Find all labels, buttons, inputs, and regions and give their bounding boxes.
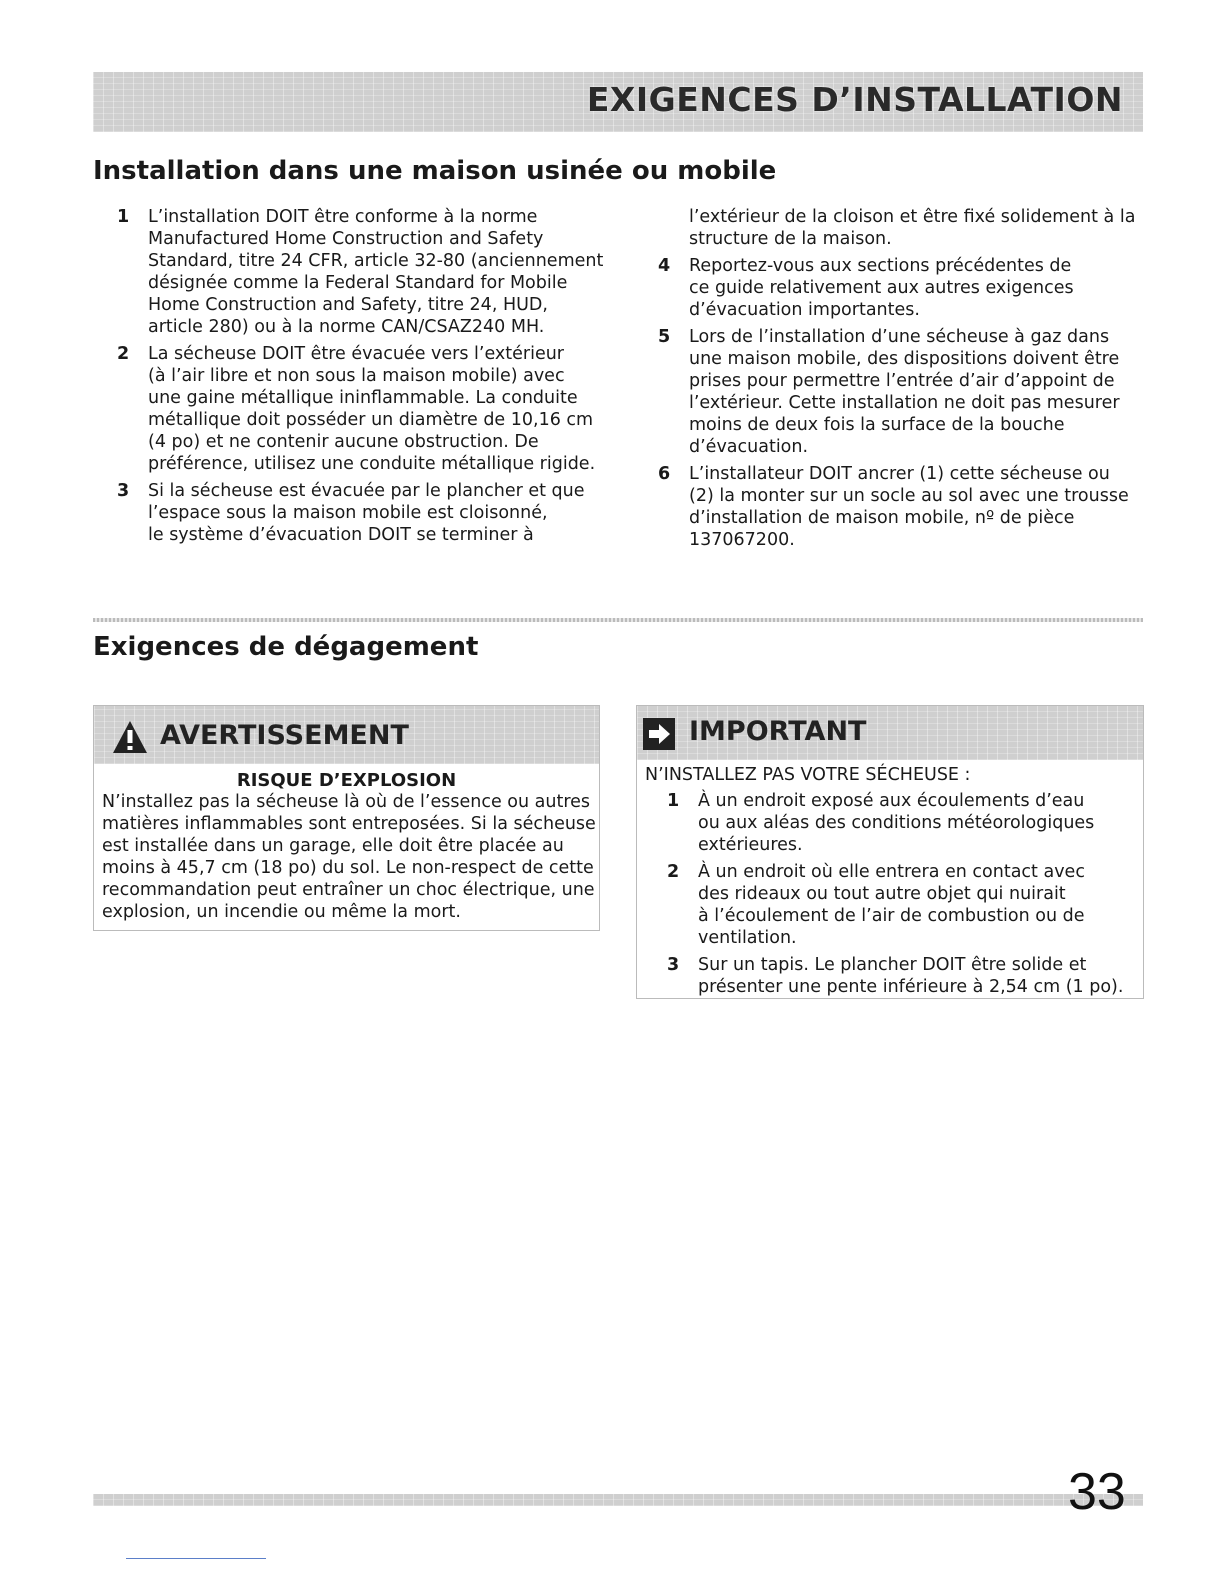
important-header <box>637 706 1143 760</box>
list-item <box>667 790 1143 856</box>
right-column <box>658 206 1158 556</box>
left-column <box>117 206 617 551</box>
item-text: l’extérieur de la cloison et être fixé solidement à la structure de la maison. <box>689 207 1136 249</box>
warning-text: N’installez pas la sécheuse là où de l’essence ou autres matières inflammables sont entreposées. Si la sécheuse est installée dans un garage, elle doit être placée au moins à 45,7 cm (18 po) du sol. Le non-respect de cette recommandation peut entraîner un choc électrique, une explosion, un incendie ou même la mort. <box>102 792 596 922</box>
item-number: 4 <box>658 256 671 276</box>
important-box <box>636 705 1144 999</box>
item-text: Reportez-vous aux sections précédentes de ce guide relativement aux autres exigences d’évacuation importantes. <box>689 256 1074 320</box>
list-item-continuation <box>658 206 1158 250</box>
list-item <box>667 954 1143 998</box>
important-list <box>637 786 1143 998</box>
important-intro: N’INSTALLEZ PAS VOTRE SÉCHEUSE : <box>645 765 971 785</box>
list-item <box>658 326 1158 458</box>
item-text: L’installation DOIT être conforme à la norme Manufactured Home Construction and Safety Standard, titre 24 CFR, article 32-80 (anciennement désignée comme la Federal Standard for Mobile Home Construction and Safety, titre 24, HUD, article 280) ou à la norme CAN/CSAZ240 MH. <box>148 207 604 337</box>
item-text: La sécheuse DOIT être évacuée vers l’extérieur (à l’air libre et non sous la maison mobile) avec une gaine métallique ininflammable. La conduite métallique doit posséder un diamètre de 10,16 cm (4 po) et ne contenir aucune obstruction. De préférence, utilisez une conduite métallique rigide. <box>148 344 596 474</box>
important-label: IMPORTANT <box>689 716 867 747</box>
header-bar <box>93 72 1143 132</box>
item-number: 1 <box>117 207 130 227</box>
page-title: EXIGENCES D’INSTALLATION <box>586 80 1123 119</box>
item-text: Lors de l’installation d’une sécheuse à gaz dans une maison mobile, des dispositions doivent être prises pour permettre l’entrée d’air d’appoint de l’extérieur. Cette installation ne doit pas mesurer moins de deux fois la surface de la bouche d’évacuation. <box>689 327 1120 457</box>
list-item <box>117 343 617 475</box>
section-title-mobile-home: Installation dans une maison usinée ou mobile <box>93 156 777 186</box>
warning-header <box>94 706 599 764</box>
item-text: Si la sécheuse est évacuée par le plancher et que l’espace sous la maison mobile est cloisonné, le système d’évacuation DOIT se terminer à <box>148 481 585 545</box>
footer-rule <box>126 1558 266 1559</box>
list-item <box>667 861 1143 949</box>
item-number: 2 <box>667 862 680 882</box>
item-number: 5 <box>658 327 671 347</box>
warning-triangle-icon <box>112 720 148 754</box>
list-item <box>658 255 1158 321</box>
item-text: Sur un tapis. Le plancher DOIT être solide et présenter une pente inférieure à 2,54 cm (1 po). <box>698 955 1124 997</box>
item-number: 3 <box>667 955 680 975</box>
list-item <box>658 463 1158 551</box>
item-number: 1 <box>667 791 680 811</box>
warning-subtitle: RISQUE D’EXPLOSION <box>236 770 457 791</box>
item-number: 6 <box>658 464 671 484</box>
list-item <box>117 480 617 546</box>
warning-label: AVERTISSEMENT <box>160 720 409 751</box>
footer-bar <box>93 1494 1143 1506</box>
item-text: À un endroit exposé aux écoulements d’eau ou aux aléas des conditions météorologiques extérieures. <box>698 791 1095 855</box>
item-number: 3 <box>117 481 130 501</box>
warning-box <box>93 705 600 931</box>
section-divider <box>93 618 1143 622</box>
arrow-right-icon <box>643 718 675 750</box>
item-number: 2 <box>117 344 130 364</box>
section-title-clearance: Exigences de dégagement <box>93 632 479 662</box>
item-text: L’installateur DOIT ancrer (1) cette sécheuse ou (2) la monter sur un socle au sol avec une trousse d’installation de maison mobile, nº de pièce 137067200. <box>689 464 1129 550</box>
page-number: 33 <box>1068 1463 1126 1521</box>
item-text: À un endroit où elle entrera en contact avec des rideaux ou tout autre objet qui nuirait à l’écoulement de l’air de combustion ou de ventilation. <box>698 862 1085 948</box>
list-item <box>117 206 617 338</box>
